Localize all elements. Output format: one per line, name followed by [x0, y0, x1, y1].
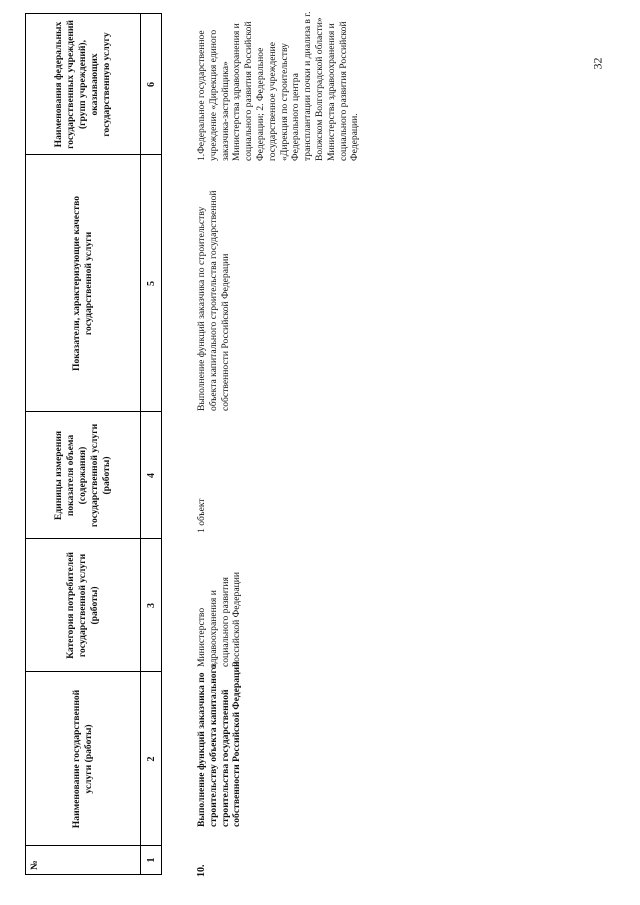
row-number: 10. [196, 864, 207, 877]
cell-unit: 1 объект [196, 498, 207, 533]
rotated-landscape-content [0, 5, 640, 905]
column-number: 5 [146, 281, 157, 286]
column-number: 1 [146, 857, 157, 863]
page-number: 32 [590, 57, 605, 70]
services-table [25, 13, 162, 875]
cell-institutions: 1.Федеральное государственное учреждение «Дирекция единого заказчика-застройщика» Министерства здравоохранения и социального развития Российской Федерации; 2. Федеральное государственное учреждение «Дирекция по строительству Федерального центра трансплантации почки и диализа в г. Волжском Волгоградской области» Министерства здравоохранения и социального развития Российской Федерации. [196, 11, 361, 161]
header-service-name: Наименование государственной услуги (работы) [71, 689, 94, 829]
header-institutions: Наименования федеральных государственных учреждений (групп учреждений), оказывающих государственную услугу [53, 20, 112, 149]
header-unit: Единицы измерения показателя объема (содержания) государственной услуги (работы) [53, 423, 112, 528]
cell-consumers: Министерство здравоохранения и социального развития Российской Федерации [196, 572, 243, 667]
column-number: 4 [146, 473, 157, 478]
header-consumers: Категория потребителей государственной услуги (работы) [65, 552, 100, 659]
cell-service-name: Выполнение функций заказчика по строительству объекта капитального строительства государственной собственности Российской Федерации [196, 661, 243, 827]
column-number: 2 [146, 756, 157, 762]
column-number: 6 [146, 82, 157, 87]
header-quality: Показатели, характеризующие качество государственной услуги [71, 196, 94, 372]
header-number: № [29, 860, 40, 870]
row-divider [140, 14, 141, 874]
cell-quality: Выполнение функций заказчика по строительству объекта капитального строительства государственной собственности Российской Федерации [196, 190, 231, 411]
column-number: 3 [146, 603, 157, 608]
